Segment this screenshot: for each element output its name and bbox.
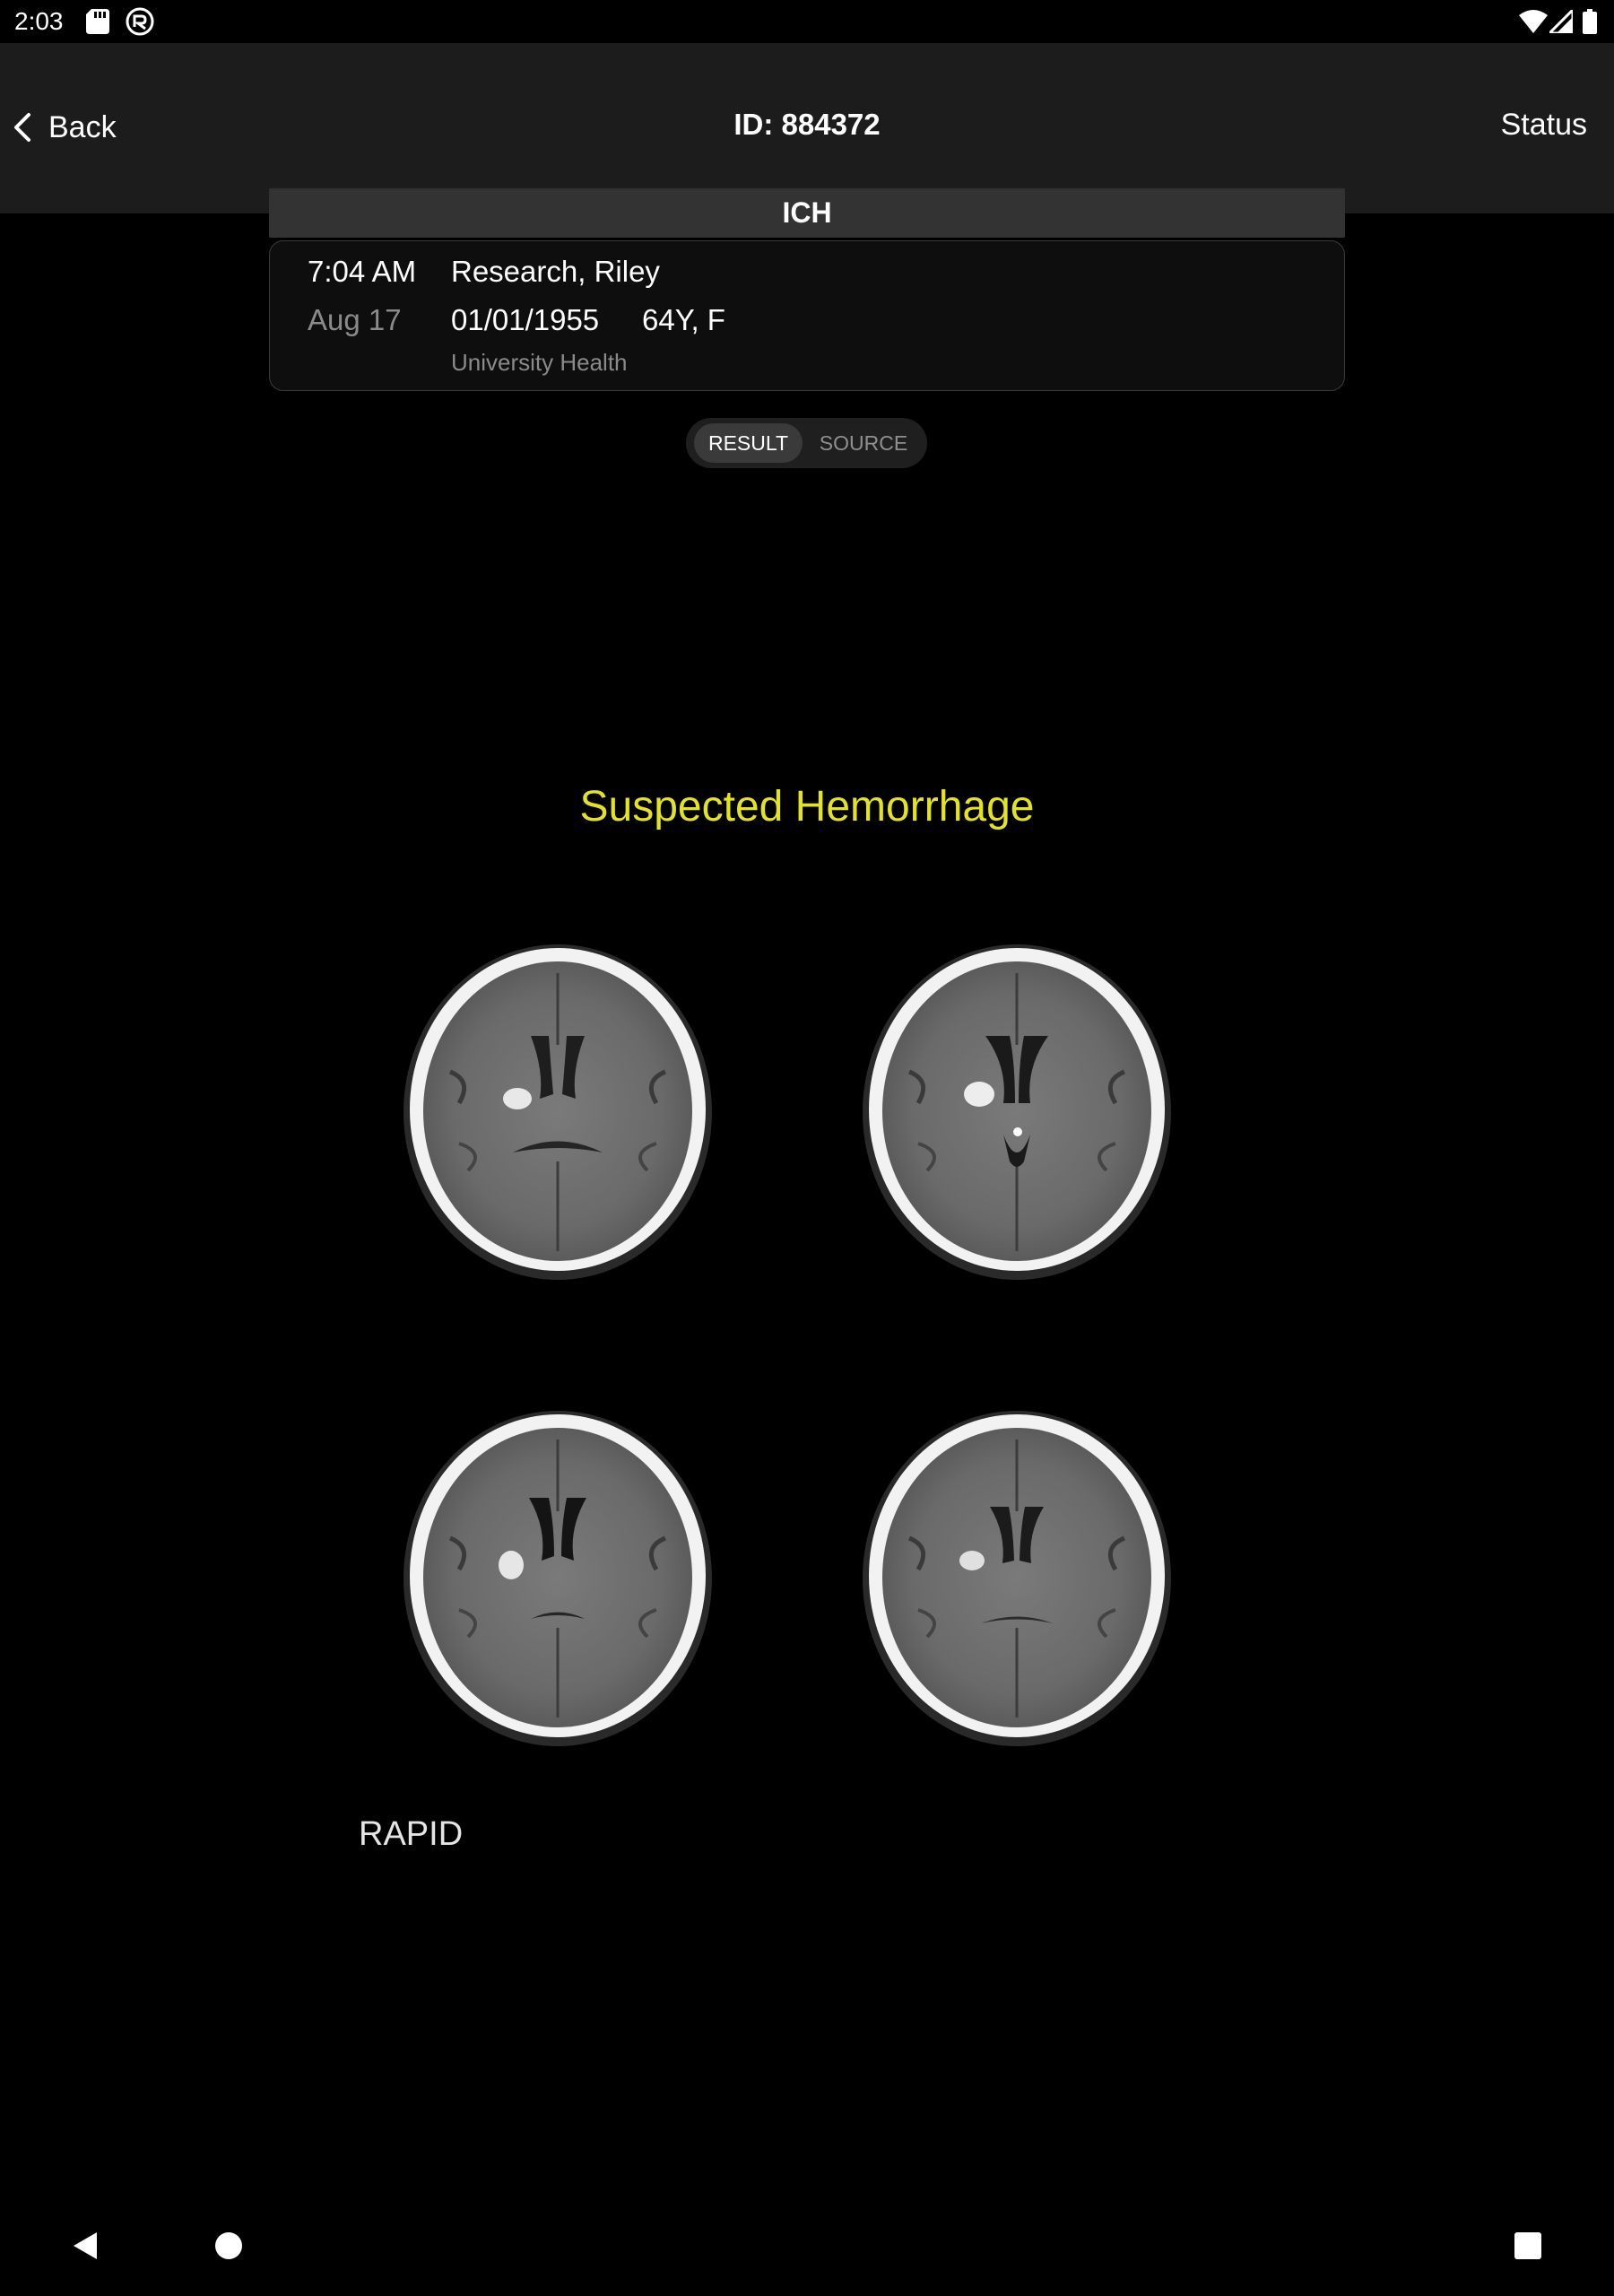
institution-name: University Health [451,349,628,376]
recents-square-icon[interactable] [1514,2231,1542,2260]
ct-slice-image [396,1404,719,1753]
patient-dob: 01/01/1955 [451,303,600,336]
status-button[interactable]: Status [1500,108,1587,142]
result-title: Suspected Hemorrhage [579,783,1035,831]
patient-age-sex: 64Y, F [642,303,725,336]
ct-slice-image [855,937,1178,1287]
study-time: 7:04 AM [308,255,417,288]
battery-icon [1583,9,1597,34]
back-label: Back [48,109,117,144]
study-date: Aug 17 [308,303,402,336]
back-triangle-icon[interactable] [72,2231,99,2261]
case-id-title: ID: 884372 [733,108,881,141]
result-tab[interactable]: RESULT [694,423,803,463]
ct-slice-image [855,1404,1178,1753]
signal-icon [1549,10,1573,33]
rapid-watermark: RAPID [359,1815,464,1853]
status-bar [0,0,1614,43]
study-type-banner: ICH [269,188,1345,238]
sd-card-icon [86,9,109,34]
back-button[interactable] [9,106,117,149]
patient-card[interactable] [269,240,1345,391]
status-time: 2:03 [14,7,64,35]
app-notification-icon [126,7,154,36]
wifi-icon [1519,10,1548,33]
view-toggle [686,418,927,468]
app-header [0,43,1614,229]
chevron-left-icon [9,111,36,144]
source-tab[interactable]: SOURCE [819,430,908,455]
ct-slice-image [396,937,719,1287]
patient-name: Research, Riley [451,255,660,288]
home-circle-icon[interactable] [214,2231,243,2260]
